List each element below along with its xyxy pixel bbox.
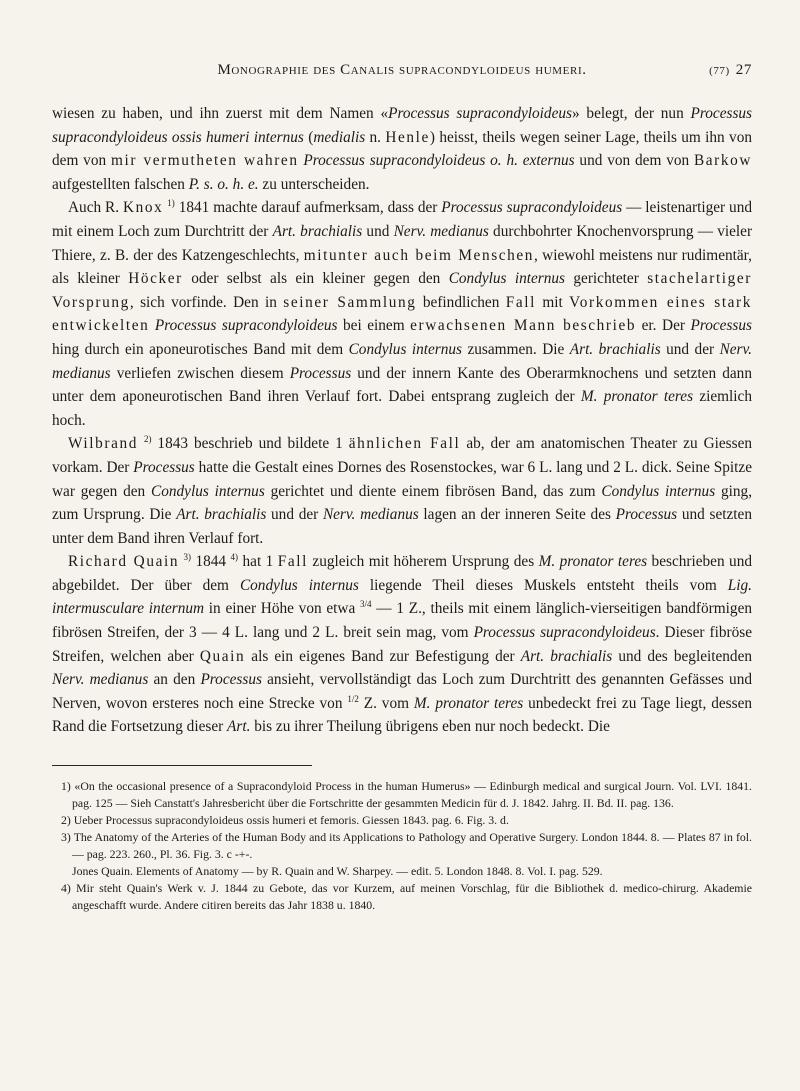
italic-term: Condylus internus: [601, 482, 716, 500]
text-run: und setzten unter dem Band ihren Verlauf fort.: [52, 506, 752, 547]
italic-term: Processus: [200, 671, 262, 689]
text-run: an den: [148, 671, 201, 689]
page-number-secondary: (77): [709, 65, 730, 77]
italic-term: Processus: [133, 458, 195, 476]
italic-term: Art.: [227, 718, 251, 736]
footnote-ref: 2): [143, 434, 152, 445]
footnote-ref: 1/2: [347, 693, 359, 704]
text-run: » belegt, der nun: [571, 105, 691, 122]
text-run: und des begleitenden: [612, 647, 753, 665]
text-run: als ein eigenes Band zur Befestigung der: [245, 647, 521, 665]
spaced-emphasis: mir vermutheten wahren: [110, 152, 299, 170]
spaced-emphasis: seiner Sammlung: [283, 293, 417, 311]
italic-term: Processus: [615, 506, 678, 524]
text-run: — leistenartiger und mit einem Loch zum Durchtritt der: [52, 199, 753, 240]
text-run: bei einem: [337, 317, 411, 335]
text-run: — 1 Z., theils mit einem länglich-vierseitigen bandförmigen fibrösen Streifen, der 3 — 4 L. lang und 2 L. breit sein mag, vom: [52, 600, 753, 642]
text-run: zugleich mit höherem Ursprung des: [307, 553, 539, 571]
text-run: . Dieser fibröse Streifen, welchen aber: [52, 624, 752, 665]
text-run: 1841 machte darauf aufmerksam, dass der: [174, 199, 442, 217]
text-run: 1844: [191, 553, 231, 571]
text-run: ab, der am anatomischen Theater zu Giessen vorkam. Der: [52, 435, 753, 476]
spaced-emphasis: stachelartiger Vorsprung: [52, 270, 752, 311]
text-run: beschrieben und abgebildet. Der über dem: [52, 553, 752, 594]
spaced-emphasis: Barkow: [693, 152, 753, 170]
spaced-emphasis: Vorkommen eines stark entwickelten: [52, 293, 752, 335]
text-run: bis zu ihrer Theilung übrigens eben nur noch bedeckt. Die: [250, 718, 610, 736]
text-run: in einer Höhe von etwa: [204, 600, 361, 618]
text-run: und von dem von: [574, 152, 694, 170]
text-run: verliefen zwischen diesem: [110, 364, 290, 382]
spaced-emphasis: Quain: [199, 647, 246, 665]
footnote: 1) «On the occasional presence of a Supracondyloid Process in the human Humerus» — Edinburgh medical and surgical Journ. Vol. LVI. 1841. pag. 125 — Sieh Canstatt's Jahresbericht über die Fortschritte der gesammten Medicin für d. J. 1842. Jahrg. II. Bd. II. pag. 136.: [61, 779, 752, 811]
footnote-rule: [52, 765, 312, 766]
page-number-primary: 27: [735, 62, 752, 78]
text-run: Auch R.: [68, 199, 123, 217]
text-run: ging, zum Ursprung. Die: [52, 482, 753, 524]
italic-term: Condylus internus: [151, 482, 265, 500]
footnote-ref: 3): [183, 552, 192, 563]
italic-term: Art. brachialis: [520, 647, 613, 665]
italic-term: Processus: [690, 317, 752, 335]
text-run: liegende Theil dieses Muskels entsteht theils vom: [358, 576, 728, 594]
italic-term: Nerv. medianus: [52, 671, 149, 689]
text-run: ziemlich hoch.: [52, 388, 752, 429]
text-run: oder selbst als ein kleiner gegen den: [182, 270, 449, 288]
page-number: [709, 62, 752, 79]
footnote-ref: 3/4: [360, 599, 372, 610]
text-run: ansieht, vervollständigt das Loch zum Durchtritt des genannten Gefässes und Nerven, wovon ersteres noch eine Strecke von: [52, 671, 752, 712]
footnotes: [52, 778, 752, 914]
text-run: mit: [535, 293, 570, 311]
italic-term: M. pronator teres: [580, 388, 694, 406]
italic-term: Processus supracondyloideus: [388, 105, 572, 122]
footnote-ref: 4): [230, 552, 239, 563]
spaced-emphasis: Fall: [277, 553, 308, 571]
text-run: lagen an der inneren Seite des: [418, 506, 616, 524]
italic-term: Lig. intermusculare internum: [52, 576, 752, 618]
text-run: befindlichen: [416, 293, 506, 311]
italic-term: M. pronator teres: [538, 553, 648, 571]
italic-term: Nerv. medianus: [393, 222, 489, 240]
book-page: [52, 62, 752, 1072]
paragraph: [52, 102, 752, 196]
italic-term: Art. brachialis: [176, 506, 267, 524]
body-text: [52, 102, 752, 739]
italic-term: P. s. o. h. e.: [188, 175, 259, 193]
spaced-emphasis: Knox: [122, 199, 164, 217]
text-run: , wiewohl meistens nur rudimentär, als kleiner: [52, 246, 752, 288]
italic-term: Nerv. medianus: [52, 340, 752, 382]
footnote: Jones Quain. Elements of Anatomy — by R. Quain and W. Sharpey. — edit. 5. London 1848. 8. Vol. I. pag. 529.: [72, 864, 603, 879]
text-run: durchbohrter Knochenvorsprung — vieler Thiere, z. B. der des Katzengeschlechts,: [52, 222, 753, 264]
spaced-emphasis: erwachsenen Mann beschrieb: [410, 317, 637, 335]
text-run: (: [303, 128, 314, 146]
italic-term: Nerv. medianus: [322, 506, 419, 524]
running-head: [52, 62, 752, 88]
footnote: 4) Mir steht Quain's Werk v. J. 1844 zu Gebote, das vor Kurzem, auf meinen Vorschlag, für die Bibliothek d. medico-chirurg. Akademie angeschafft wurde. Andere citiren bereits das Jahr 1838 u. 1840.: [61, 881, 752, 913]
text-run: und der innern Kante des Oberarmknochens und setzten dann unter dem aponeurotischen Band ihren Verlauf fort. Dabei entsprang zugleich der: [52, 364, 752, 406]
italic-term: Art. brachialis: [272, 222, 363, 240]
spaced-emphasis: ähnlichen Fall: [348, 435, 461, 453]
italic-term: Processus: [289, 364, 352, 382]
text-run: zu unterscheiden.: [258, 175, 370, 193]
text-run: hat 1: [238, 553, 278, 571]
italic-term: Processus supracondyloideus: [441, 199, 623, 217]
footnote: 3) The Anatomy of the Arteries of the Human Body and its Applications to Pathology and Operative Surgery. London 1844. 8. — Plates 87 in fol. — pag. 223. 260., Pl. 36. Fig. 3. c -+-.: [61, 830, 752, 862]
italic-term: Processus supracondyloideus ossis humeri internus: [52, 105, 752, 146]
text-run: und: [362, 222, 394, 240]
spaced-emphasis: mitunter auch beim Menschen: [303, 246, 535, 264]
running-head-title: Monographie des Canalis supracondyloideus humeri.: [217, 62, 587, 78]
italic-term: Processus supracondyloideus: [473, 624, 656, 642]
text-run: wiesen zu haben, und ihn zuerst mit dem Namen «: [52, 105, 389, 122]
text-run: ) heisst, theils wegen seiner Lage, theils um ihn von dem von: [52, 128, 753, 170]
text-run: gerichtet und diente einem fibrösen Band, das zum: [264, 482, 602, 500]
spaced-emphasis: Richard Quain: [68, 553, 180, 571]
italic-term: medialis: [313, 128, 366, 146]
paragraph: [52, 432, 752, 550]
text-run: und der: [660, 340, 720, 358]
text-run: , sich vorfinde. Den in: [129, 293, 284, 311]
italic-term: Processus supracondyloideus: [154, 317, 338, 335]
text-run: gerichteter: [565, 270, 648, 288]
spaced-emphasis: Wilbrand: [68, 435, 138, 453]
text-run: und der: [266, 506, 323, 524]
spaced-emphasis: Höcker: [128, 270, 183, 288]
italic-term: Condylus internus: [239, 576, 359, 594]
italic-term: Condylus internus: [448, 270, 566, 288]
spaced-emphasis: Fall: [505, 293, 536, 311]
text-run: aufgestellten falschen: [52, 175, 189, 193]
footnote: 2) Ueber Processus supracondyloideus ossis humeri et femoris. Giessen 1843. pag. 6. Fig. 3. d.: [61, 813, 509, 828]
text-run: zusammen. Die: [462, 340, 570, 358]
text-run: Z. vom: [358, 694, 414, 712]
text-run: hing durch ein aponeurotisches Band mit dem: [52, 340, 349, 358]
text-run: er. Der: [636, 317, 691, 335]
footnote-ref: 1): [167, 198, 175, 209]
italic-term: Art. brachialis: [569, 340, 661, 358]
spaced-emphasis: Henle: [385, 128, 430, 146]
text-run: unbedeckt frei zu Tage liegt, dessen Rand die Fortsetzung dieser: [52, 694, 753, 736]
italic-term: Processus supracondyloideus o. h. externus: [303, 152, 575, 170]
paragraph: [52, 550, 752, 739]
text-run: 1843 beschrieb und bildete 1: [151, 435, 349, 453]
paragraph: [52, 196, 752, 432]
italic-term: Condylus internus: [348, 340, 463, 358]
italic-term: M. pronator teres: [413, 694, 524, 712]
text-run: n.: [365, 128, 386, 146]
text-run: hatte die Gestalt eines Dornes des Rosenstockes, war 6 L. lang und 2 L. dick. Seine Spitze war gegen den: [52, 458, 752, 500]
